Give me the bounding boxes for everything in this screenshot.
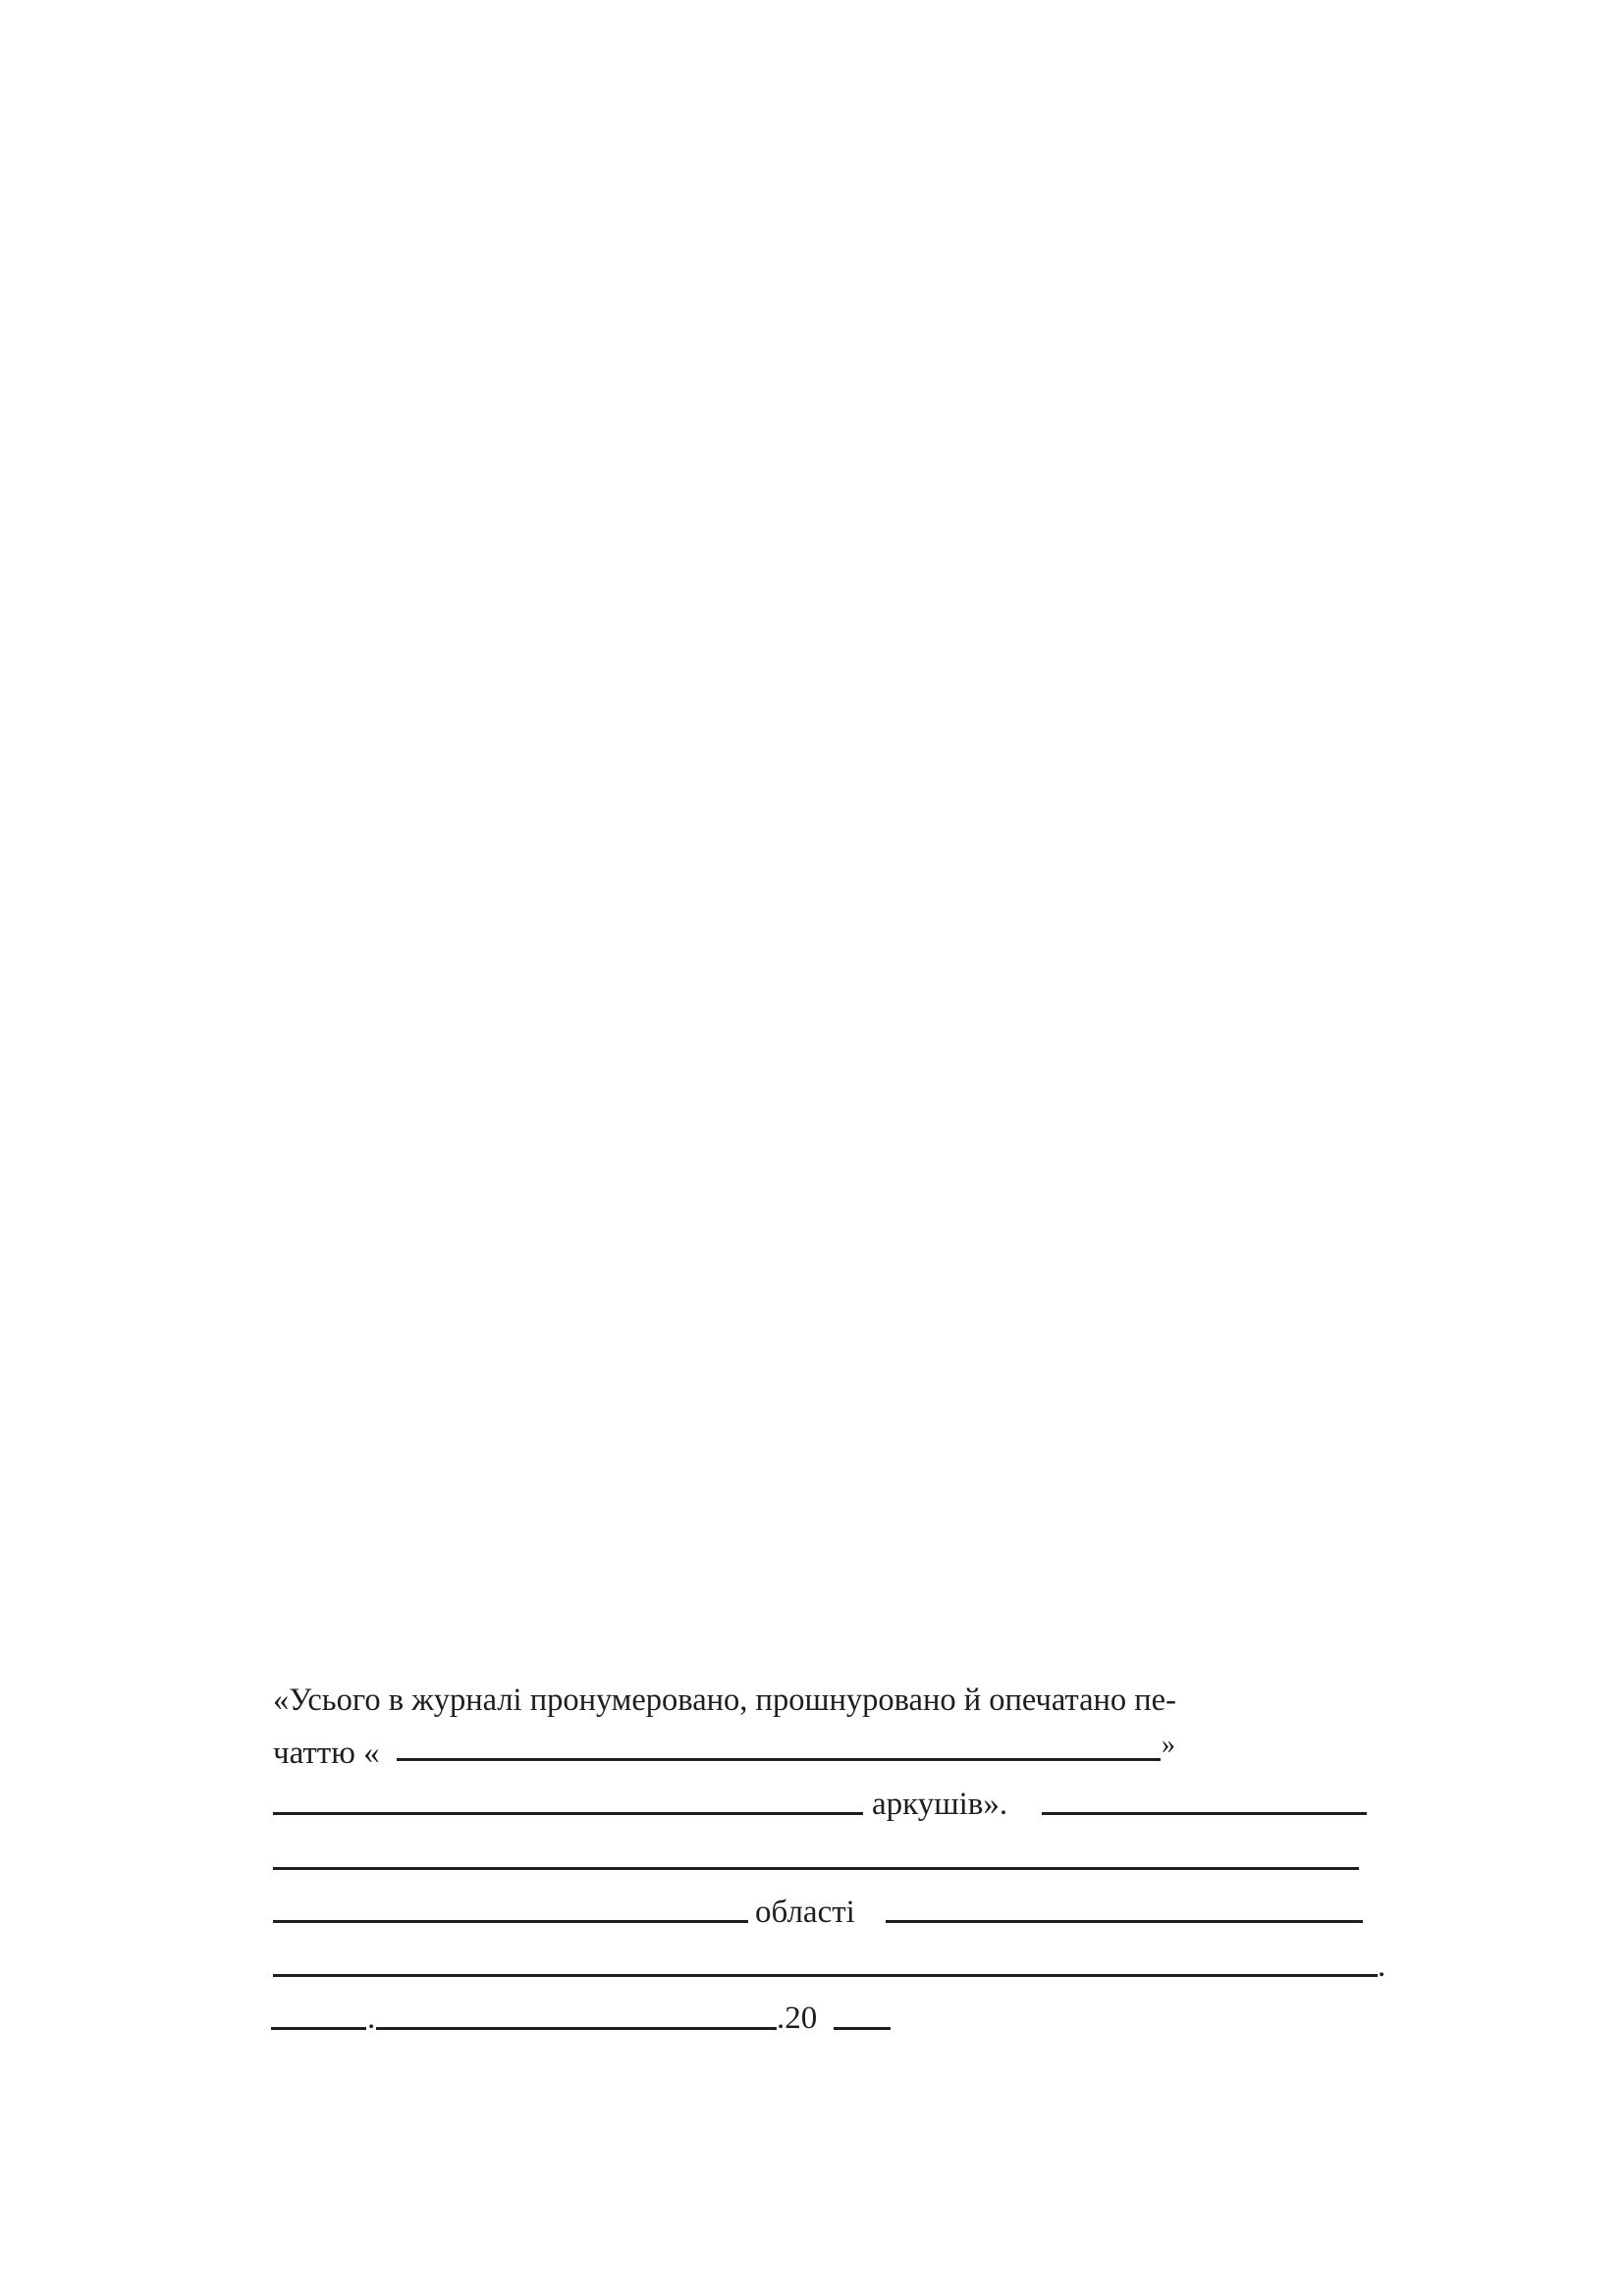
region-name-blank[interactable] <box>273 1920 748 1923</box>
date-month-blank[interactable] <box>376 2027 777 2030</box>
authority-blank-4[interactable] <box>273 1974 1378 1977</box>
certification-text-seal-label: чаттю « <box>273 1735 380 1771</box>
sheet-count-blank[interactable] <box>273 1812 863 1815</box>
authority-blank-1[interactable] <box>1042 1812 1367 1815</box>
line-end-period: . <box>1378 1949 1386 1984</box>
sheets-label: аркушів». <box>872 1787 1008 1822</box>
region-label: області <box>755 1895 855 1930</box>
closing-quote: » <box>1162 1730 1175 1760</box>
date-year-prefix: .20 <box>777 2001 818 2036</box>
date-separator: . <box>367 2001 376 2036</box>
certification-text-line-1: «Усього в журналі пронумеровано, прошнуровано й опечатано пе- <box>273 1682 1176 1718</box>
date-year-blank[interactable] <box>834 2027 891 2030</box>
authority-blank-2[interactable] <box>273 1867 1359 1870</box>
seal-name-blank[interactable] <box>397 1758 1161 1761</box>
date-day-blank[interactable] <box>271 2027 366 2030</box>
authority-blank-3[interactable] <box>886 1920 1363 1923</box>
